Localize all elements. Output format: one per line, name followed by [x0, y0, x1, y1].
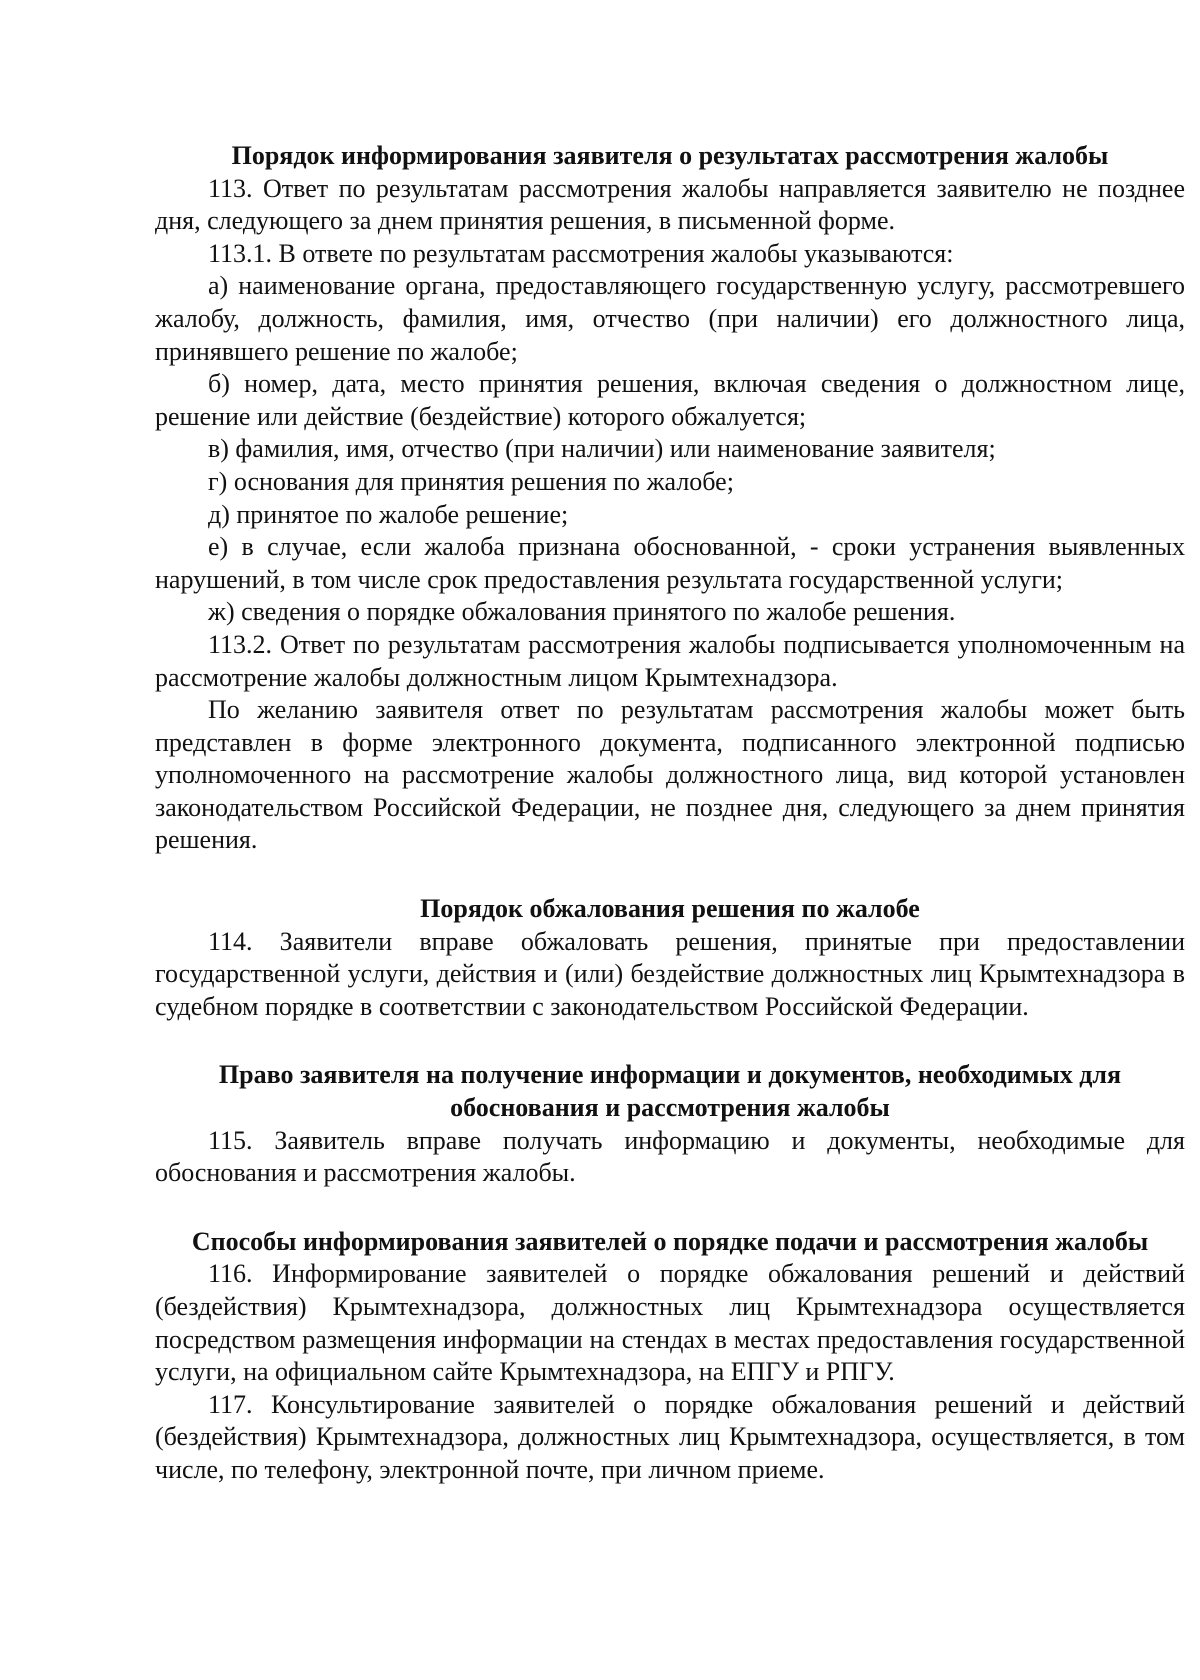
section-heading: Право заявителя на получение информации и документов, необходимых для обоснования и рассмотрения жалобы: [218, 1060, 1122, 1123]
paragraph-114: 114. Заявители вправе обжаловать решения, принятые при предоставлении государственной услуги, действия и (или) бездействие должностных лиц Крымтехнадзора в судебном порядке в соответствии с законодательством Российской Федерации.: [155, 926, 1185, 1021]
list-item-v: в) фамилия, имя, отчество (при наличии) или наименование заявителя;: [208, 434, 996, 464]
section-heading: Способы информирования заявителей о порядке подачи и рассмотрения жалобы: [191, 1226, 1149, 1256]
paragraph-115: 115. Заявитель вправе получать информацию и документы, необходимые для обоснования и рассмотрения жалобы.: [155, 1125, 1185, 1188]
section-heading: Порядок информирования заявителя о результатах рассмотрения жалобы: [231, 141, 1109, 170]
paragraph-electronic-answer: По желанию заявителя ответ по результатам рассмотрения жалобы может быть представлен в форме электронного документа, подписанного электронной подписью уполномоченного на рассмотрение жалобы должностного лица, вид которой установлен законодательством Российской Федерации, не позднее дня, следующего за днем принятия решения.: [155, 695, 1185, 855]
list-item-zh: ж) сведения о порядке обжалования принятого по жалобе решения.: [208, 597, 956, 627]
section-informing-results: [155, 140, 1185, 857]
section-appeal-order: [155, 893, 1185, 1023]
section-informing-methods: [155, 1226, 1185, 1487]
document-page: [155, 140, 1185, 1487]
section-spacer: [155, 1190, 1185, 1226]
section-spacer: [155, 1023, 1185, 1059]
list-item-d: д) принятое по жалобе решение;: [208, 499, 569, 529]
section-right-to-information: [155, 1059, 1185, 1189]
paragraph-113-2: 113.2. Ответ по результатам рассмотрения жалобы подписывается уполномоченным на рассмотрение жалобы должностным лицом Крымтехнадзора.: [155, 629, 1185, 692]
paragraph-116: 116. Информирование заявителей о порядке обжалования решений и действий (бездействия) Крымтехнадзора, должностных лиц Крымтехнадзора осуществляется посредством размещения информации на стендах в местах предоставления государственной услуги, на официальном сайте Крымтехнадзора, на ЕПГУ и РПГУ.: [155, 1259, 1185, 1387]
section-spacer: [155, 857, 1185, 893]
list-item-b: б) номер, дата, место принятия решения, включая сведения о должностном лице, решение или действие (бездействие) которого обжалуется;: [155, 369, 1185, 431]
paragraph-113: 113. Ответ по результатам рассмотрения жалобы направляется заявителю не позднее дня, следующего за днем принятия решения, в письменной форме.: [155, 173, 1185, 236]
paragraph-117: 117. Консультирование заявителей о порядке обжалования решений и действий (бездействия) Крымтехнадзора, должностных лиц Крымтехнадзора, осуществляется, в том числе, по телефону, электронной почте, при личном приеме.: [155, 1389, 1185, 1484]
list-item-a: а) наименование органа, предоставляющего государственную услугу, рассмотревшего жалобу, должность, фамилия, имя, отчество (при наличии) его должностного лица, принявшего решение по жалобе;: [155, 271, 1185, 366]
paragraph-113-1: 113.1. В ответе по результатам рассмотрения жалобы указываются:: [208, 238, 954, 268]
list-item-g: г) основания для принятия решения по жалобе;: [208, 466, 734, 496]
list-item-e: е) в случае, если жалоба признана обоснованной, - сроки устранения выявленных нарушений, в том числе срок предоставления результата государственной услуги;: [155, 532, 1185, 594]
section-heading: Порядок обжалования решения по жалобе: [420, 894, 920, 924]
